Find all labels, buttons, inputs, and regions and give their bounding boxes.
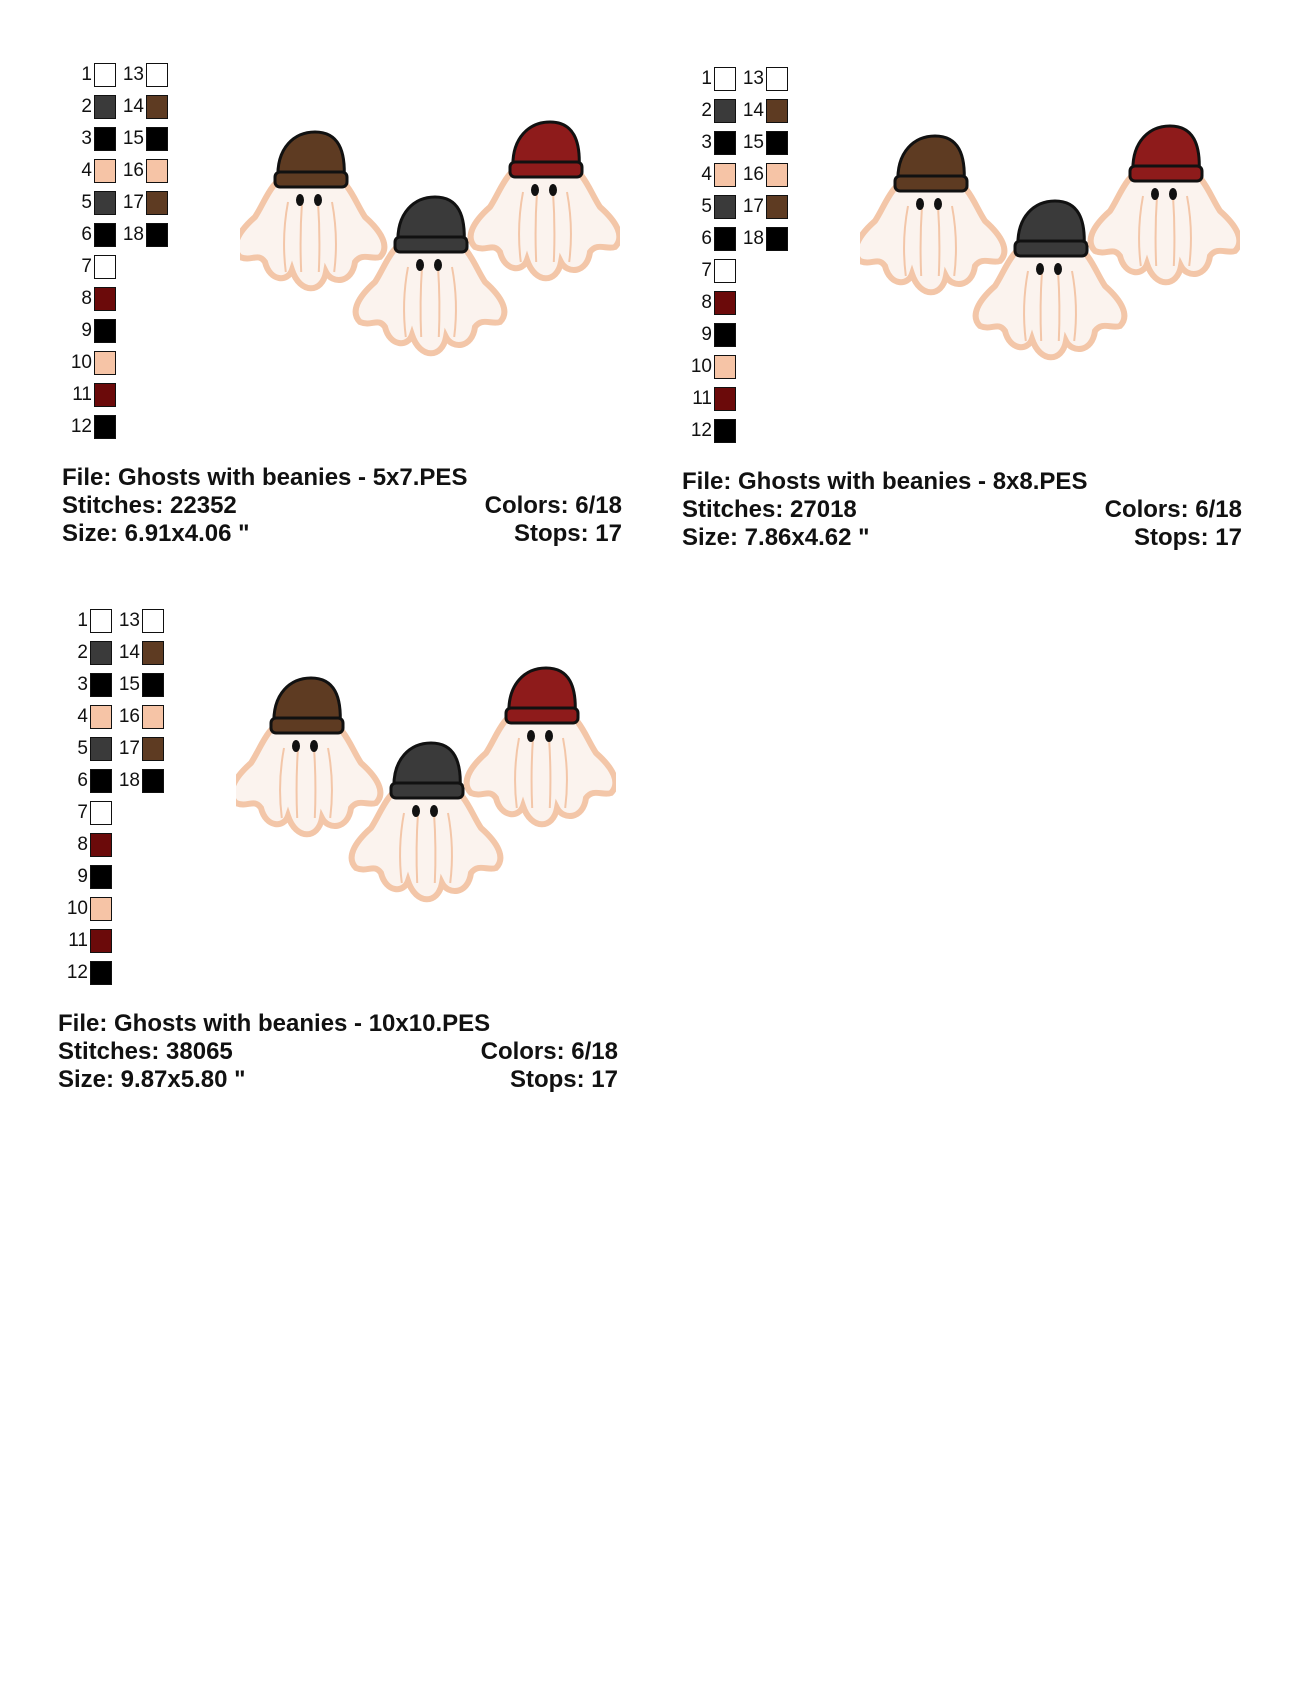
swatch-number: 16 [118, 706, 140, 727]
swatch-number: 5 [701, 196, 712, 217]
swatch-color [90, 641, 112, 665]
swatch-color [714, 259, 736, 283]
swatch-color [90, 705, 112, 729]
swatch-color [90, 673, 112, 697]
color-swatch-row [58, 832, 112, 858]
color-swatch-row [114, 736, 164, 762]
beanie-brim [395, 237, 467, 252]
ghost-eye [1054, 263, 1062, 275]
design-info [58, 1010, 618, 1094]
design-info [682, 468, 1242, 552]
swatch-color [90, 929, 112, 953]
file-name: File: Ghosts with beanies - 5x7.PES [62, 464, 468, 491]
swatch-number: 15 [742, 132, 764, 153]
swatch-color [90, 833, 112, 857]
swatch-color [714, 99, 736, 123]
swatch-color [714, 131, 736, 155]
color-swatch-row [58, 768, 112, 794]
design-card [62, 62, 622, 552]
design-size: Size: 7.86x4.62 " [682, 524, 870, 551]
ghost-eye [434, 259, 442, 271]
color-swatch-row [738, 226, 788, 252]
color-swatch-row [58, 736, 112, 762]
color-swatch-row [58, 960, 112, 986]
swatch-number: 14 [742, 100, 764, 121]
ghost-body [471, 162, 620, 278]
swatch-number: 6 [701, 228, 712, 249]
ghost-eye [1036, 263, 1044, 275]
color-swatch-row [62, 414, 116, 440]
swatch-color [94, 383, 116, 407]
swatch-number: 10 [66, 898, 88, 919]
color-swatch-row [738, 194, 788, 220]
swatch-number: 17 [122, 192, 144, 213]
ghost-eye [292, 740, 300, 752]
swatch-color [766, 99, 788, 123]
color-swatch-row [118, 126, 168, 152]
ghost-figure [471, 122, 620, 278]
ghost-eye [916, 198, 924, 210]
swatch-number: 11 [72, 384, 92, 405]
color-swatch-row [682, 66, 736, 92]
size-line [62, 520, 622, 548]
color-count: Colors: 6/18 [1104, 496, 1242, 523]
ghost-trio-image [236, 608, 616, 993]
swatch-number: 1 [701, 68, 712, 89]
swatch-color [146, 223, 168, 247]
color-swatch-row [58, 864, 112, 890]
color-swatch-list [62, 62, 172, 442]
ghost-eye [1151, 188, 1159, 200]
color-swatch-row [58, 896, 112, 922]
color-swatch-row [682, 130, 736, 156]
color-swatch-row [62, 94, 116, 120]
stitches-line [682, 496, 1242, 524]
color-swatch-row [682, 386, 736, 412]
stitches-line [58, 1038, 618, 1066]
swatch-color [90, 961, 112, 985]
swatch-color [90, 865, 112, 889]
color-swatch-row [62, 254, 116, 280]
color-swatch-row [58, 800, 112, 826]
swatch-color [766, 67, 788, 91]
color-swatch-row [62, 126, 116, 152]
swatch-color [90, 801, 112, 825]
swatch-number: 6 [77, 770, 88, 791]
ghost-eye [416, 259, 424, 271]
color-swatch-row [682, 162, 736, 188]
ghost-body [1091, 166, 1240, 282]
ghost-figure [860, 136, 1004, 292]
swatch-number: 7 [81, 256, 92, 277]
beanie-brim [391, 783, 463, 798]
swatch-number: 8 [701, 292, 712, 313]
swatch-color [714, 323, 736, 347]
file-name: File: Ghosts with beanies - 8x8.PES [682, 468, 1088, 495]
swatch-number: 12 [690, 420, 712, 441]
swatch-number: 4 [81, 160, 92, 181]
design-size: Size: 9.87x5.80 " [58, 1066, 246, 1093]
color-count: Colors: 6/18 [480, 1038, 618, 1065]
swatch-number: 2 [701, 100, 712, 121]
ghost-body [467, 708, 616, 824]
swatch-number: 3 [701, 132, 712, 153]
embroidery-preview [236, 608, 616, 993]
color-swatch-row [58, 608, 112, 634]
color-swatch-row [62, 350, 116, 376]
swatch-number: 9 [77, 866, 88, 887]
swatch-number: 15 [118, 674, 140, 695]
swatch-color [94, 415, 116, 439]
ghost-trio-image [240, 62, 620, 447]
ghost-figure [467, 668, 616, 824]
ghost-eye [412, 805, 420, 817]
color-swatch-row [62, 190, 116, 216]
swatch-color [766, 195, 788, 219]
ghost-eye [531, 184, 539, 196]
ghost-eye [527, 730, 535, 742]
design-card [58, 608, 618, 1098]
swatch-number: 3 [77, 674, 88, 695]
swatch-color [714, 227, 736, 251]
swatch-number: 9 [81, 320, 92, 341]
stitch-count: Stitches: 27018 [682, 496, 857, 523]
swatch-color [94, 191, 116, 215]
swatch-color [94, 351, 116, 375]
swatch-color [766, 227, 788, 251]
ghost-body [236, 718, 380, 834]
swatch-color [714, 67, 736, 91]
swatch-number: 10 [70, 352, 92, 373]
swatch-color [714, 355, 736, 379]
swatch-number: 1 [81, 64, 92, 85]
color-swatch-row [738, 98, 788, 124]
color-swatch-row [114, 608, 164, 634]
color-swatch-row [114, 672, 164, 698]
swatch-color [714, 291, 736, 315]
swatch-number: 4 [701, 164, 712, 185]
color-swatch-row [114, 704, 164, 730]
color-swatch-row [118, 190, 168, 216]
swatch-color [714, 419, 736, 443]
swatch-number: 17 [742, 196, 764, 217]
ghost-eye [1169, 188, 1177, 200]
swatch-number: 18 [122, 224, 144, 245]
swatch-color [90, 609, 112, 633]
color-swatch-row [118, 222, 168, 248]
swatch-number: 11 [68, 930, 88, 951]
swatch-number: 14 [122, 96, 144, 117]
color-swatch-row [62, 62, 116, 88]
embroidery-preview [860, 66, 1240, 451]
ghost-eye [296, 194, 304, 206]
swatch-color [142, 705, 164, 729]
stitches-line [62, 492, 622, 520]
color-swatch-row [682, 290, 736, 316]
swatch-color [146, 95, 168, 119]
swatch-number: 13 [118, 610, 140, 631]
swatch-number: 14 [118, 642, 140, 663]
swatch-color [94, 223, 116, 247]
color-swatch-row [114, 640, 164, 666]
ghost-eye [314, 194, 322, 206]
swatch-color [142, 641, 164, 665]
swatch-number: 5 [77, 738, 88, 759]
swatch-color [714, 387, 736, 411]
stop-count: Stops: 17 [513, 520, 622, 547]
swatch-color [142, 673, 164, 697]
swatch-color [142, 609, 164, 633]
swatch-color [146, 127, 168, 151]
swatch-number: 12 [66, 962, 88, 983]
swatch-color [94, 319, 116, 343]
swatch-number: 7 [701, 260, 712, 281]
color-swatch-row [58, 928, 112, 954]
swatch-color [766, 131, 788, 155]
color-swatch-row [682, 194, 736, 220]
color-swatch-list [682, 66, 792, 446]
swatch-number: 7 [77, 802, 88, 823]
swatch-number: 1 [77, 610, 88, 631]
swatch-color [94, 63, 116, 87]
ghost-eye [430, 805, 438, 817]
swatch-color [94, 159, 116, 183]
color-swatch-row [118, 94, 168, 120]
swatch-number: 3 [81, 128, 92, 149]
swatch-number: 16 [742, 164, 764, 185]
swatch-number: 2 [77, 642, 88, 663]
swatch-number: 2 [81, 96, 92, 117]
swatch-number: 17 [118, 738, 140, 759]
swatch-number: 13 [742, 68, 764, 89]
color-swatch-row [118, 62, 168, 88]
swatch-color [94, 127, 116, 151]
beanie-brim [1130, 166, 1202, 181]
color-swatch-row [114, 768, 164, 794]
swatch-number: 6 [81, 224, 92, 245]
size-line [682, 524, 1242, 552]
swatch-number: 16 [122, 160, 144, 181]
color-swatch-row [62, 158, 116, 184]
swatch-number: 18 [118, 770, 140, 791]
swatch-color [142, 737, 164, 761]
ghost-trio-image [860, 66, 1240, 451]
ghost-figure [1091, 126, 1240, 282]
stitch-count: Stitches: 22352 [62, 492, 237, 519]
swatch-color [90, 737, 112, 761]
ghost-body [240, 172, 384, 288]
swatch-color [94, 95, 116, 119]
color-swatch-row [682, 226, 736, 252]
stitch-count: Stitches: 38065 [58, 1038, 233, 1065]
stop-count: Stops: 17 [1133, 524, 1242, 551]
swatch-number: 18 [742, 228, 764, 249]
ghost-figure [236, 678, 380, 834]
swatch-number: 8 [81, 288, 92, 309]
ghost-eye [934, 198, 942, 210]
color-count: Colors: 6/18 [484, 492, 622, 519]
ghost-eye [310, 740, 318, 752]
swatch-color [146, 63, 168, 87]
ghost-eye [545, 730, 553, 742]
color-swatch-row [738, 130, 788, 156]
color-swatch-row [682, 98, 736, 124]
embroidery-preview [240, 62, 620, 447]
design-size: Size: 6.91x4.06 " [62, 520, 250, 547]
stop-count: Stops: 17 [509, 1066, 618, 1093]
file-line [58, 1010, 618, 1038]
color-swatch-row [118, 158, 168, 184]
ghost-body [860, 176, 1004, 292]
beanie-brim [506, 708, 578, 723]
beanie-brim [1015, 241, 1087, 256]
color-swatch-row [62, 222, 116, 248]
swatch-color [90, 769, 112, 793]
swatch-color [714, 163, 736, 187]
design-card [682, 66, 1242, 556]
design-info [62, 464, 622, 548]
beanie-brim [895, 176, 967, 191]
color-swatch-row [58, 640, 112, 666]
swatch-number: 8 [77, 834, 88, 855]
ghost-figure [240, 132, 384, 288]
beanie-brim [271, 718, 343, 733]
color-swatch-row [682, 258, 736, 284]
swatch-number: 9 [701, 324, 712, 345]
color-swatch-list [58, 608, 168, 988]
color-swatch-row [62, 318, 116, 344]
color-swatch-row [682, 322, 736, 348]
swatch-number: 11 [692, 388, 712, 409]
beanie-brim [275, 172, 347, 187]
color-swatch-row [738, 66, 788, 92]
color-swatch-row [62, 286, 116, 312]
swatch-number: 15 [122, 128, 144, 149]
file-line [62, 464, 622, 492]
file-name: File: Ghosts with beanies - 10x10.PES [58, 1010, 491, 1037]
size-line [58, 1066, 618, 1094]
swatch-color [766, 163, 788, 187]
color-swatch-row [58, 672, 112, 698]
color-swatch-row [682, 418, 736, 444]
swatch-number: 12 [70, 416, 92, 437]
swatch-number: 13 [122, 64, 144, 85]
swatch-number: 4 [77, 706, 88, 727]
color-swatch-row [738, 162, 788, 188]
swatch-color [142, 769, 164, 793]
ghost-eye [549, 184, 557, 196]
file-line [682, 468, 1242, 496]
swatch-color [94, 255, 116, 279]
color-swatch-row [682, 354, 736, 380]
color-swatch-row [62, 382, 116, 408]
beanie-brim [510, 162, 582, 177]
swatch-color [94, 287, 116, 311]
swatch-color [714, 195, 736, 219]
swatch-color [146, 191, 168, 215]
swatch-color [146, 159, 168, 183]
swatch-number: 10 [690, 356, 712, 377]
swatch-number: 5 [81, 192, 92, 213]
swatch-color [90, 897, 112, 921]
color-swatch-row [58, 704, 112, 730]
